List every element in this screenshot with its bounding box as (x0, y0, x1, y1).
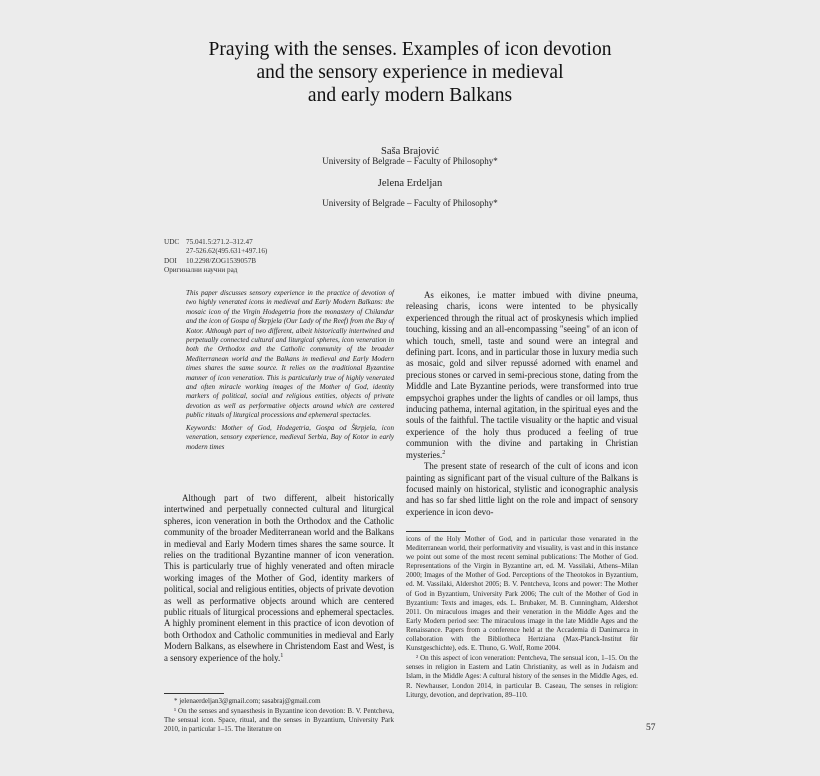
body-paragraph-1-text: Although part of two different, albeit historically intertwined and perpetually connected cultural and liturgical spheres, icon veneration in both the Orthodox and the Catholic community of the broader Mediterranean world and the Balkans in medieval and Early Modern times shares the same source. It relies on the traditional Byzantine manner of icon veneration. This is particularly true of highly venerated and often miracle working images of the Mother of God, identity markers of political, social and religious entities, objects of private devotion as well as performative objects around which are centered public rituals of liturgical processions and ephemeral spectacles. A highly prominent element in this practice of icon devotion of both Orthodox and Catholic communities in medieval and Early Modern Balkans, as elsewhere in Christendom East and West, is a sensory experience of the holy. (164, 493, 394, 663)
udc-value-1: 75.041.5:271.2–312.47 (186, 238, 253, 246)
right-footnotes (406, 535, 638, 701)
author-name-2: Jelena Erdeljan (377, 178, 443, 189)
title-line-3: and early modern Balkans (307, 85, 513, 106)
author-name-1: Saša Brajović (380, 146, 440, 157)
udc-value-2: 27-526.62(495.631+497.16) (186, 247, 268, 256)
footnote-rule-right (406, 531, 466, 532)
author-affiliation-2: University of Belgrade – Faculty of Philosophy* (322, 198, 498, 208)
footnote-ref-1[interactable]: 1 (280, 651, 284, 659)
footnote-2: ² On this aspect of icon veneration: Pentcheva, The sensual icon, 1–15. On the senses in religion in Eastern and Latin Christianity, as well as in Judaism and Islam, in the Middle Ages: A cultural history of the senses in the Middle Ages, ed. R. Newhauser, London 2014, in particular B. Caseau, The senses in religion: Liturgy, devotion, and deprivation, 89–110. (406, 654, 638, 699)
footnote-rule-left (164, 693, 224, 694)
abstract-text: This paper discusses sensory experience in the practice of devotion of two highly venerated icons in medieval and Early Modern Balkans: the mosaic icon of the Virgin Hodegetria from the monastery of Chilandar and the icon of Gospa of Škrpjela (Our Lady of the Reef) from the Bay of Kotor. Although part of two different, albeit historically intertwined and perpetually connected cultural and liturgical spheres, icon veneration in both the Orthodox and the Catholic community of the broader Mediterranean world and the Balkans in medieval and Early Modern times shares the same source. It relies on the traditional Byzantine manner of icon veneration. This is particularly true of highly venerated and often miracle working images of the Mother of God, identity markers of political, social and religious entities, objects of private devotion as well as performative objects around which are centered public rituals of liturgical processions and ephemeral spectacles. (186, 289, 394, 420)
doi-value: 10.2298/ZOG1539057B (186, 256, 257, 265)
abstract-keywords: Keywords: Mother of God, Hodegetria, Gospa od Škrpjela, icon veneration, sensory experience, medieval Serbia, Bay of Kotor in early modern times (186, 423, 394, 451)
left-footnotes (164, 697, 394, 735)
page-number: 57 (646, 723, 656, 733)
doi-label: DOI (164, 256, 177, 265)
udc-label: UDC (164, 238, 180, 246)
title-line-2: and the sensory experience in medieval (256, 62, 564, 83)
body-paragraph-3: The present state of research of the cult of icons and icon painting as significant part of the visual culture of the Balkans is focused mainly on historical, stylistic and iconographic analysis and has so far shed little light on the role and impact of sensory experience in icon devo- (406, 461, 638, 517)
author-affiliation-1: University of Belgrade – Faculty of Philosophy* (322, 156, 498, 166)
paper-type: Оригинални научни рад (164, 266, 238, 275)
body-paragraph-1 (164, 493, 394, 664)
abstract (186, 289, 394, 452)
footnote-ref-2[interactable]: 2 (442, 448, 446, 456)
right-column-body (406, 290, 638, 518)
article-metadata (164, 238, 267, 276)
body-paragraph-2 (406, 290, 638, 461)
body-paragraph-2-text: As eikones, i.e matter imbued with divine pneuma, releasing charis, icons were intented to be physically experienced through the ritual act of proskynesis which implied touching, kissing and an all-encompassing "seeing" of an icon of which touch, smell, taste and sound were an integral and defining part. Icons, and in particular those in luxury media such as mosaic, gold and silver repussé adorned with enamel and precious stones or carved in semi-precious stone, dating from the Middle and Late Byzantine periods, were transformed into true empsychoi graphes under the lights of candles or oil lamps, thus inducing pathema, internal agitation, in the spiritual eyes and the souls of the faithful. The tactile visuality or the haptic and visual experience of the holy thus produced a feeling of true communion with the divine and partaking in Christian mysteries. (406, 290, 638, 460)
paper-title (150, 38, 670, 107)
footnote-author-email: * jelenaerdeljan3@gmail.com; sasabraj@gmail.com (174, 697, 321, 705)
footnote-1-continued: icons of the Holy Mother of God, and in particular those venarated in the Mediterranean world, their performativity and visuality, is vast and in this instance we point out some of the most recent seminal publications: The Mother of God. Representations of the Virgin in Byzantine art, ed. M. Vassilaki, Athens–Milan 2000; Images of the Mother of God. Perceptions of the Theotokos in Byzantium, ed. M. Vassilaki, Aldershot 2005; B. V. Pentcheva, Icons and power: The Mother of God in Byzantium, University Park 2006; The cult of the Mother of God in Byzantium: Texts and images, eds. L. Brubaker, M. B. Cunningham, Aldershot 2011. On miraculous images and their veneration in the Middle Ages and the Early Modern period see: The miraculous image in the late Middle Ages and the Renaissance. Papers from a conference held at the Accademia di Danimarca in collaboration with the Bibliotheca Hertziana (Max-Planck-Institut für Kunstgeschichte), eds. E. Thuno, G. Wolf, Rome 2004. (406, 535, 638, 653)
left-column-body (164, 493, 394, 664)
footnote-1: ¹ On the senses and synaesthesis in Byzantine icon devotion: B. V. Pentcheva, The sensual icon. Space, ritual, and the senses in Byzantium, University Park 2010, in particular 1–15. The literature on (164, 707, 394, 734)
title-line-1: Praying with the senses. Examples of icon devotion (208, 39, 612, 60)
